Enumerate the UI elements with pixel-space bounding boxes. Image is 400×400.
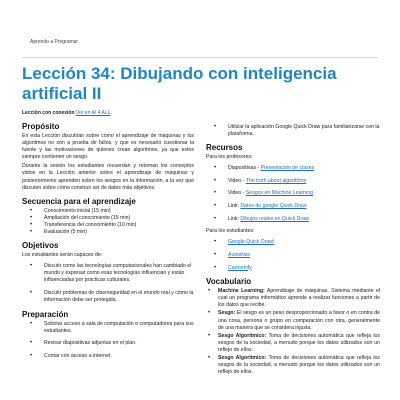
sequence-item: • Conocimiento inicial (15 min) xyxy=(22,208,194,215)
vocabulary-definition: Toma de decisiones automática que refleja los sesgos de la sociedad, a menudo porque los datos utilizados son un reflejo de ellos. xyxy=(218,332,380,353)
connection-link[interactable]: Ver en AI 4 ALL xyxy=(75,110,111,116)
objectives-heading: Objetivos xyxy=(22,241,59,251)
preparation-item: • Utilizar la aplicación Google Quick Draw para familiarizarse con la plataforma. xyxy=(206,124,380,138)
sequence-item: • Evaluación (5 min) xyxy=(22,229,194,236)
purpose-text-2: Durante la sesión los estudiantes recuerdan y retoman los conceptos vistos en la Lección anterior sobre el aprendizaje de máquinas y posteriormente aprenden sobre los sesgos en la información, a la vez que discuten sobre cómo construir set de datos más objetivos. xyxy=(22,163,194,191)
student-resource-item xyxy=(206,239,380,246)
sequence-item: • Ampliación del conocimiento (15 min) xyxy=(22,215,194,222)
teacher-resource-link[interactable]: Sesgos en Machine Learning xyxy=(245,190,313,197)
vocabulary-item xyxy=(206,288,380,309)
preparation-item: • Contar con acceso a internet. xyxy=(22,353,194,360)
vocabulary-term: Machine Learning: xyxy=(218,288,265,295)
page-title: Lección 34: Dibujando con inteligencia artificial II xyxy=(22,64,337,103)
vocabulary-item xyxy=(206,310,380,331)
student-resource-item xyxy=(206,265,380,272)
resources-section xyxy=(206,143,380,271)
objective-item: • Discutir problemas de ciberseguridad en el mundo real y cómo la información debe ser protegida. xyxy=(22,290,194,304)
teacher-resource-link[interactable]: Dibujos reales en Quick Draw xyxy=(240,215,309,222)
teacher-resource-item: • Link: Dibujos reales en Quick Draw xyxy=(206,216,380,223)
vocabulary-item xyxy=(206,355,380,376)
teacher-resource-item: • Video - The truth about algorithms xyxy=(206,178,380,185)
sequence-heading: Secuencia para el aprendizaje xyxy=(22,196,136,206)
student-resource-link[interactable]: Cartoonify xyxy=(228,264,252,271)
connection-line xyxy=(22,110,110,116)
header-label: Aprendo a Programar xyxy=(30,39,79,45)
vocabulary-heading: Vocabulario xyxy=(206,277,252,287)
preparation-item: • Solicitar acceso a sala de computación o computadores para sus estudiantes. xyxy=(22,321,194,335)
right-column xyxy=(206,124,380,379)
vocabulary-term: Sesgo Algorítmico: xyxy=(218,354,267,361)
sequence-section xyxy=(22,197,194,236)
vocabulary-item xyxy=(206,333,380,354)
vocabulary-term: Sesgo: xyxy=(218,310,236,317)
purpose-section xyxy=(22,122,194,192)
preparation-section xyxy=(22,310,194,360)
teachers-label: Para los profesores: xyxy=(206,154,253,161)
vocabulary-definition: El sesgo es un peso desproporcionado a favor o en contra de una cosa, persona o grupo en comparación con otra, generalmente de una manera que se considera injusta. xyxy=(218,310,380,331)
purpose-heading: Propósito xyxy=(22,122,60,131)
vocabulary-section xyxy=(206,277,380,376)
teacher-resource-link[interactable]: The truth about algorithms xyxy=(245,177,307,184)
objective-item: • Discutir como las tecnologías computacionales han cambiado el mundo y expresar como esas tecnologías influencian y están influenciadas por prácticas culturales. xyxy=(22,263,194,284)
teacher-resource-item: • Diapositivas - Presentación de clases xyxy=(206,165,380,172)
vocabulary-definition: Toma de decisiones automática que refleja los sesgos de la sociedad, a menudo porque los datos utilizados son un reflejo de ellos. xyxy=(218,354,380,376)
student-resource-link[interactable]: Google Quick Draw! xyxy=(228,239,275,246)
preparation-heading: Preparación xyxy=(22,309,69,319)
teacher-resource-item: • Link: Datos de google Quick Draw xyxy=(206,203,380,210)
preparation-item: • Revisar diapositivas adjuntas en el plan. xyxy=(22,340,194,347)
vocabulary-definition: Aprendizaje de máquinas. Sistema mediante el cual un programa informático aprende a realizar funciones a partir de los datos que recibe. xyxy=(218,288,380,309)
student-resource-item xyxy=(206,252,380,259)
header-divider xyxy=(22,57,378,58)
connection-label: Lección con conexión xyxy=(22,110,75,116)
teacher-resource-link[interactable]: Datos de google Quick Draw xyxy=(240,203,307,210)
teacher-resource-link[interactable]: Presentación de clases xyxy=(260,165,315,172)
objectives-intro: Los estudiantes serán capaces de: xyxy=(22,252,103,259)
purpose-text: En esta Lección discutirán sobre cómo el aprendizaje de máquinas y los algoritmos no son a prueba de fallos, y que es necesario cuestionar la fuente y las motivaciones de quienes crean algoritmos, ya que estos siempre contienen un sesgo. xyxy=(22,133,194,161)
students-label: Para los estudiantes: xyxy=(206,228,255,235)
teacher-resource-item: • Video - Sesgos en Machine Learning xyxy=(206,190,380,197)
resources-heading: Recursos xyxy=(206,143,243,153)
objectives-section xyxy=(22,241,194,304)
vocabulary-term: Sesgo Algorítmico: xyxy=(218,332,267,339)
sequence-item: • Transferencia del conocimiento (10 min) xyxy=(22,222,194,229)
left-column xyxy=(22,122,194,366)
student-resource-link[interactable]: Autodraw xyxy=(228,251,250,258)
